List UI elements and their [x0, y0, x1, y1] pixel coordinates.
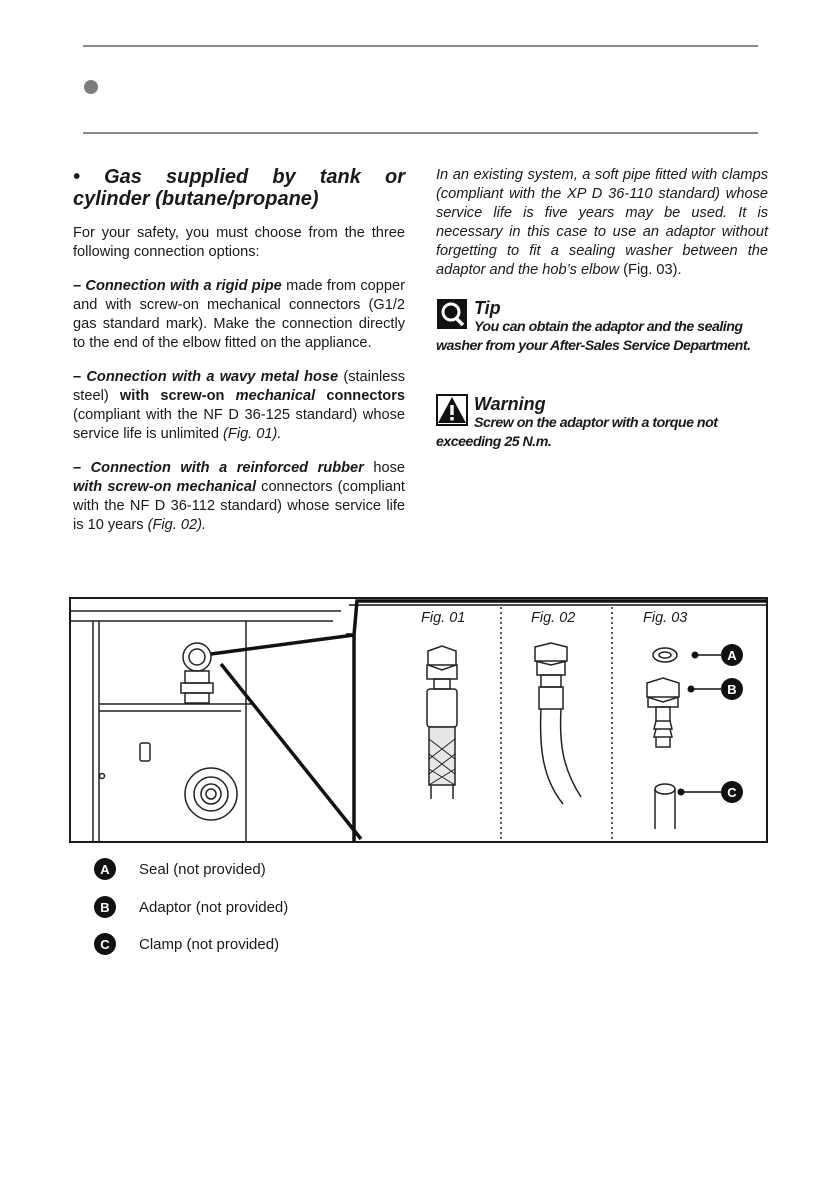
- existing-system-text: In an existing system, a soft pipe fitted with clamps (compliant with the XP D 36-110 standard) whose service life is five years may be used. It is necessary in this case to use an adaptor without forgetting to fit a sealing washer between the adaptor and the hob’s elbow: [436, 167, 768, 278]
- warning-title: Warning: [474, 394, 546, 414]
- existing-system-paragraph: [436, 166, 768, 280]
- figure-illustration: [71, 599, 768, 843]
- existing-system-ref: (Fig. 03).: [619, 262, 682, 278]
- left-column: [73, 166, 405, 550]
- fig-03-label: Fig. 03: [643, 610, 688, 626]
- option-rubber-bolditalic: with screw-on mechanical: [73, 479, 257, 495]
- legend-item-a: [94, 858, 266, 880]
- legend-text-c: Clamp (not provided): [139, 935, 280, 953]
- wavy-metal-hose-drawing: [427, 646, 457, 799]
- option-wavy-bolditalic: mechanical: [235, 388, 316, 404]
- marker-b: B: [727, 682, 737, 697]
- callout-markers: [678, 644, 744, 803]
- legend-text-b: Adaptor (not provided): [139, 898, 289, 916]
- fig-02-label: Fig. 02: [531, 610, 576, 626]
- legend-badge-c: C: [94, 933, 116, 955]
- legend-badge-a: A: [94, 858, 116, 880]
- rubber-hose-drawing: [535, 643, 581, 804]
- right-column: [436, 166, 768, 452]
- bottom-rule: [83, 132, 758, 134]
- tip-line1: You can obtain the adaptor and the sealing: [474, 319, 743, 335]
- option-rubber-hose: [73, 459, 405, 535]
- seal-adaptor-clamp-drawing: [647, 648, 679, 829]
- fig-01-label: Fig. 01: [421, 610, 466, 626]
- marker-c: C: [727, 785, 737, 800]
- legend-badge-b: B: [94, 896, 116, 918]
- legend-item-c: [94, 933, 279, 955]
- legend-item-b: [94, 896, 288, 918]
- option-rubber-text1: hose: [363, 460, 406, 476]
- intro-paragraph: For your safety, you must choose from the three following connection options:: [73, 225, 405, 260]
- option-wavy-lead: – Connection with a wavy metal hose: [73, 369, 339, 385]
- warning-callout: [436, 394, 768, 452]
- tip-title: Tip: [474, 298, 501, 318]
- option-rigid-lead: – Connection with a rigid pipe: [73, 278, 282, 294]
- option-rigid-text: made from copper and with screw-on mechanical connectors (G1/2 gas standard mark). Make the connection directly to the end of the elbow fitted on the appliance.: [73, 278, 406, 351]
- top-rule: [83, 45, 758, 47]
- option-rubber-ref: (Fig. 02).: [147, 517, 207, 533]
- option-wavy-ref: (Fig. 01).: [223, 426, 282, 442]
- magnifier-icon: [436, 298, 468, 330]
- zoom-frame: [211, 601, 768, 843]
- marker-a: A: [727, 648, 737, 663]
- tip-text: [436, 318, 768, 356]
- tip-callout: [436, 298, 768, 356]
- option-wavy-bold1: with screw-on: [119, 388, 236, 404]
- section-heading: [73, 166, 405, 210]
- warning-line1: Screw on the adaptor with a torque not: [474, 415, 718, 431]
- section-heading-line2: cylinder (butane/propane): [73, 188, 319, 210]
- warning-text: [436, 414, 768, 452]
- appliance-corner-drawing: [71, 611, 341, 843]
- warning-triangle-icon: [436, 394, 468, 426]
- bullet-dot-icon: [84, 80, 98, 94]
- option-rubber-lead: – Connection with a reinforced rubber: [73, 460, 364, 476]
- option-wavy-hose: [73, 368, 405, 444]
- option-wavy-text2: (compliant with the NF D 36-125 standard) whose service life is unlimited: [73, 407, 405, 442]
- figure-separators: [501, 607, 612, 843]
- section-heading-line1: • Gas supplied by tank or: [73, 166, 405, 188]
- option-wavy-text1: (stainless steel): [73, 369, 405, 404]
- option-rubber-text2: connectors (compliant with the NF D 36-112 standard) whose service life is 10 years: [73, 479, 405, 533]
- callout-marker-letters: [727, 648, 737, 800]
- warning-rest: exceeding 25 N.m.: [436, 434, 552, 450]
- option-rigid-pipe: [73, 277, 405, 353]
- option-wavy-bold2: connectors: [315, 388, 406, 404]
- tip-rest: washer from your After-Sales Service Department.: [436, 338, 751, 354]
- legend-text-a: Seal (not provided): [139, 860, 266, 878]
- connection-figure: [69, 597, 768, 843]
